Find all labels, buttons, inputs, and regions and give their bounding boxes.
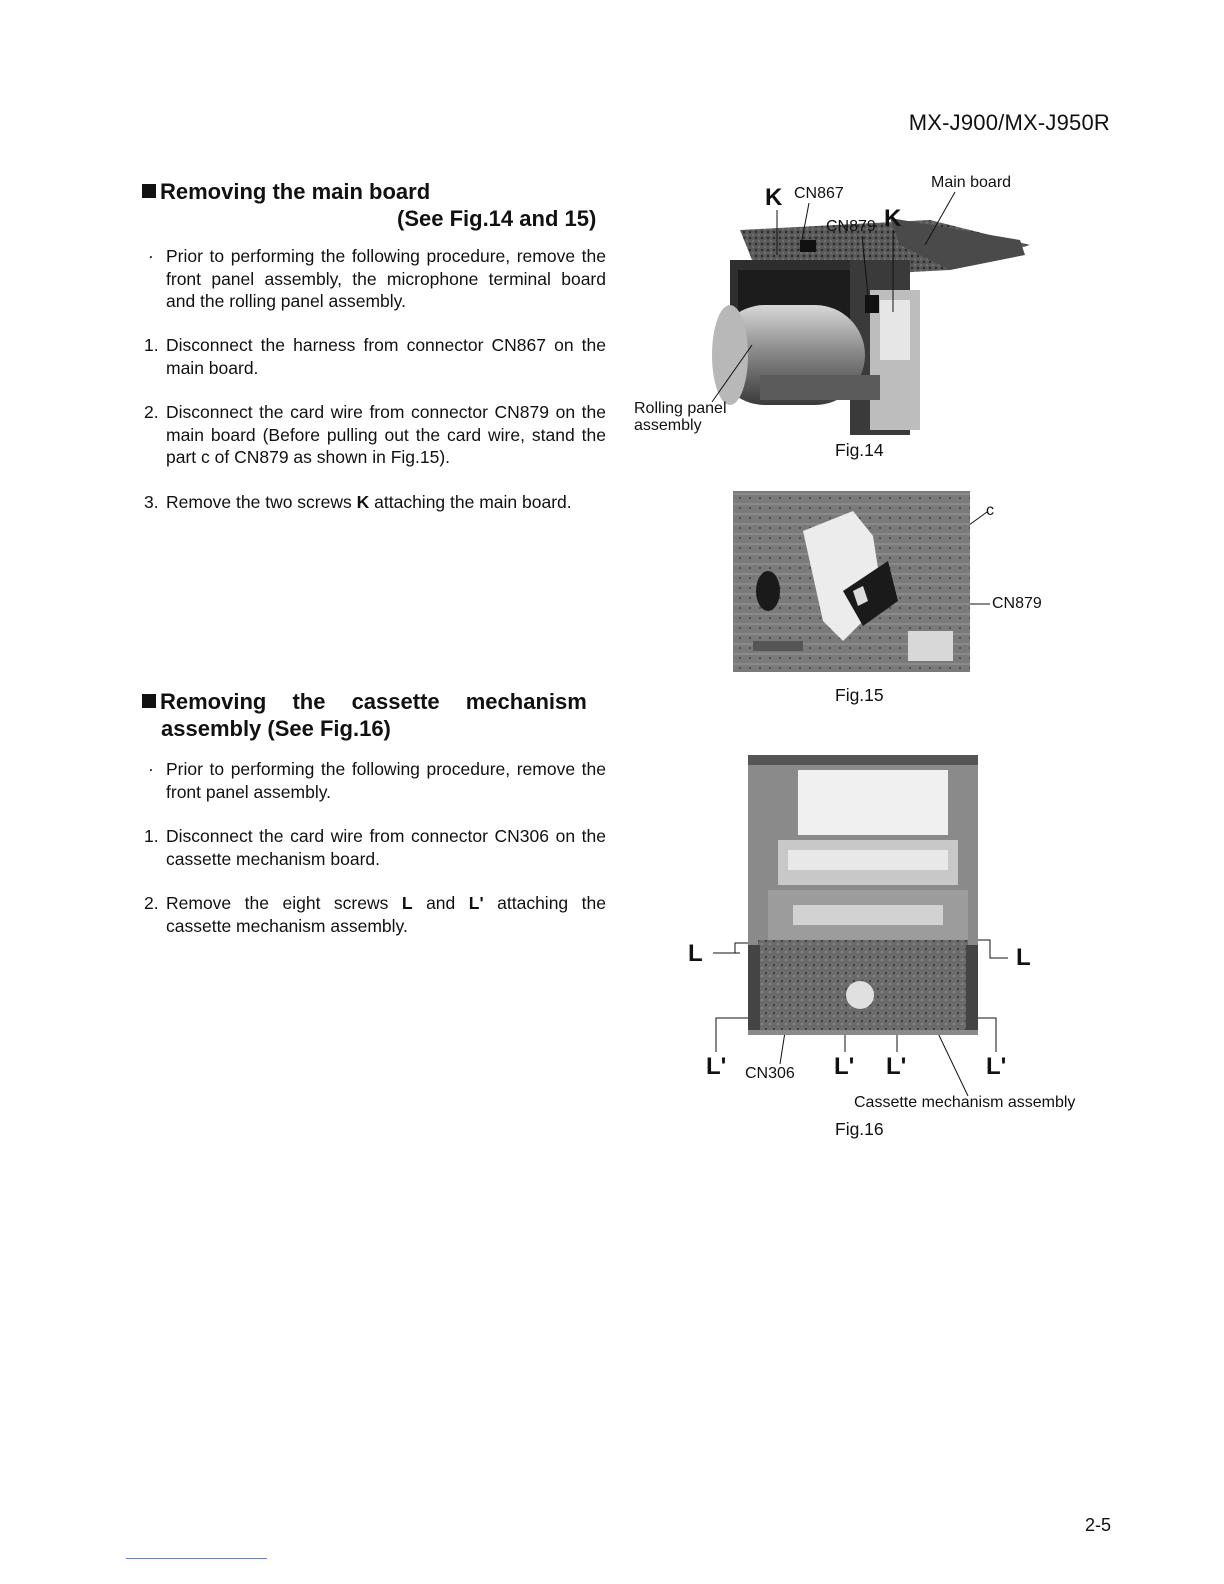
section1-step-2: 2. Disconnect the card wire from connector CN879 on the main board (Before pulling out the card wire, stand the part c of CN879 as shown in Fig.15).: [144, 402, 606, 467]
fig15-photo: [733, 491, 970, 672]
section1-subtitle: (See Fig.14 and 15): [397, 206, 597, 231]
fig16-label-lp-1: L': [706, 1053, 727, 1080]
section2-title-line1: Removing the cassette mechanism: [142, 688, 602, 715]
fig14-label-cn879: CN879: [826, 218, 876, 235]
fig14-label-main-board: Main board: [931, 174, 1012, 191]
section2-step-1: 1. Disconnect the card wire from connector CN306 on the cassette mechanism board.: [144, 826, 606, 869]
fig16-label-lp-2: L': [834, 1053, 855, 1080]
fig14-label-rolling-panel: Rolling panel assembly: [634, 400, 727, 434]
fig14-caption: Fig.14: [835, 440, 884, 460]
fig16-photo: [748, 755, 978, 1035]
section2-title-line2: assembly (See Fig.16): [161, 716, 391, 741]
model-number: MX-J900/MX-J950R: [908, 110, 1110, 135]
section1-step-3: 3. Remove the two screws K attaching the main board.: [144, 492, 572, 512]
fig16-label-cassette: Cassette mechanism assembly: [854, 1094, 1076, 1111]
page-number: 2-5: [1084, 1515, 1111, 1535]
section1-note: · Prior to performing the following procedure, remove the front panel assembly, the microphone terminal board and the rolling panel assembly.: [148, 246, 606, 311]
footer-rule: [126, 1558, 267, 1559]
fig16-label-lp-4: L': [986, 1053, 1007, 1080]
section1-step-1: 1. Disconnect the harness from connector CN867 on the main board.: [144, 335, 606, 378]
fig15-caption: Fig.15: [835, 685, 884, 705]
fig14-label-cn867: CN867: [794, 185, 844, 202]
section2-step-2: 2. Remove the eight screws L and L' attaching the cassette mechanism assembly.: [144, 893, 606, 936]
fig14-label-k-left: K: [765, 184, 783, 211]
fig16-label-l-right: L: [1016, 944, 1031, 971]
fig15-label-c: c: [986, 502, 994, 519]
fig14-label-k-right: K: [884, 205, 902, 232]
section1-title: Removing the main board: [142, 178, 430, 205]
fig15-label-cn879: CN879: [992, 595, 1042, 612]
fig16-label-cn306: CN306: [745, 1065, 795, 1082]
fig16-label-l-left: L: [688, 940, 703, 967]
fig16-caption: Fig.16: [835, 1119, 884, 1139]
section2-note: · Prior to performing the following procedure, remove the front panel assembly.: [148, 759, 606, 802]
fig16-label-lp-3: L': [886, 1053, 907, 1080]
